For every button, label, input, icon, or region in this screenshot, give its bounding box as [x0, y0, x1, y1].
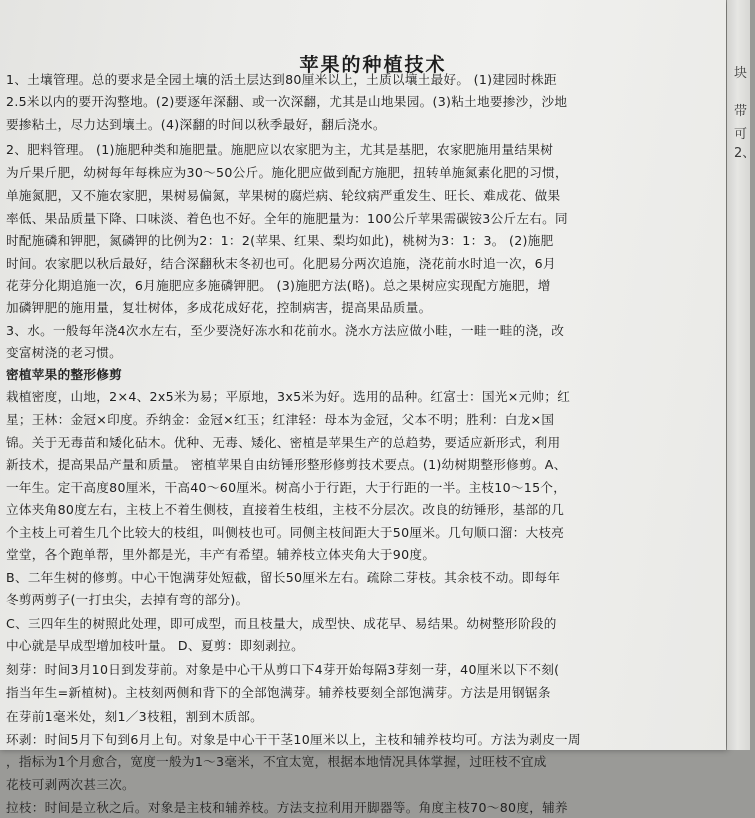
text-line: 单施氮肥，又不施农家肥，果树易偏氮，苹果树的腐烂病、轮纹病严重发生、旺长、难成花、做果: [6, 188, 561, 203]
text-line: 加磷钾肥的施用量，复壮树体，多成花成好花，控制病害，提高果品质量。: [6, 300, 432, 315]
text-line: 中心就是早成型增加枝叶量。 D、夏剪：即刻剥拉。: [6, 638, 304, 653]
text-line: 指当年生=新植树)。主枝刻两侧和背下的全部饱满芽。辅养枝要刻全部饱满芽。方法是用钢锯条: [6, 685, 551, 700]
text-line: 一年生。定干高度80厘米，干高40～60厘米。树高小于行距，大于行距的一半。主枝10～15个，: [6, 480, 567, 495]
section-heading: 密植苹果的整形修剪: [6, 367, 123, 382]
text-line: 刻芽：时间3月10日到发芽前。对象是中心干从剪口下4芽开始每隔3芽刻一芽，40厘米以下不刻(: [6, 662, 560, 677]
edge-char: 带: [734, 104, 748, 119]
text-line: ，指标为1个月愈合，宽度一般为1～3毫米，不宜太宽，根据本地情况具体掌握，过旺枝不宜成: [6, 754, 547, 769]
next-page-edge: [727, 0, 755, 750]
text-line: 星；王林：金冠×印度。乔纳金：金冠×红玉；红津轻：母本为金冠，父本不明；胜利：白龙×国: [6, 412, 555, 427]
text-line: 变富树浇的老习惯。: [6, 345, 123, 360]
text-line: 个主枝上可着生几个比较大的枝组，叫侧枝也可。同侧主枝间距大于50厘米。几句顺口溜：大枝亮: [6, 525, 565, 540]
text-line: 花枝可剥两次甚三次。: [6, 777, 135, 792]
text-line: 立体夹角80度左右，主枝上不着生侧枝，直接着生枝组，主枝不分层次。改良的纺锤形，基部的几: [6, 502, 565, 517]
edge-char: 块: [734, 66, 748, 81]
document-title: 苹果的种植技术: [299, 54, 447, 76]
text-line: 新技术，提高果品产量和质量。 密植苹果自由纺锤形整形修剪技术要点。(1)幼树期整形修剪。A、: [6, 457, 567, 472]
edge-char: 可: [734, 127, 748, 142]
text-line: 冬剪两剪子(一打虫尖，去掉有弯的部分)。: [6, 592, 249, 607]
text-line: 1、土壤管理。总的要求是全园土壤的活土层达到80厘米以上，土质以壤土最好。 (1)建园时株距: [6, 72, 557, 87]
text-line: 时配施磷和钾肥，氮磷钾的比例为2：1：2(苹果、红果、梨均如此)，桃树为3：1：3。 (2)施肥: [6, 233, 554, 248]
text-line: 为斤果斤肥，幼树每年每株应为30～50公斤。施化肥应做到配方施肥，扭转单施氮素化肥的习惯，: [6, 165, 568, 180]
text-line: 锦。关于无毒苗和矮化砧木。优种、无毒、矮化、密植是苹果生产的总趋势，要适应新形式，利用: [6, 435, 561, 450]
text-line: 要掺粘土，尽力达到壤土。(4)深翻的时间以秋季最好，翻后浇水。: [6, 117, 386, 132]
text-line: B、二年生树的修剪。中心干饱满芽处短截，留长50厘米左右。疏除二芽枝。其余枝不动。即每年: [6, 570, 561, 585]
text-line: 时间。农家肥以秋后最好，结合深翻秋末冬初也可。化肥易分两次追施，浇花前水时追一次，6月: [6, 256, 556, 271]
text-line: C、三四年生的树照此处理，即可成型，而且枝量大，成型快、成花早、易结果。幼树整形阶段的: [6, 616, 557, 631]
text-line: 花芽分化期追施一次，6月施肥应多施磷钾肥。 (3)施肥方法(略)。总之果树应实现配方施肥，增: [6, 278, 551, 293]
text-line: 2.5米以内的要开沟整地。(2)要逐年深翻、或一次深翻，尤其是山地果园。(3)粘土地要掺沙，沙地: [6, 94, 568, 109]
text-line: 2、肥料管理。 (1)施肥种类和施肥量。施肥应以农家肥为主，尤其是基肥，农家肥施用量结果树: [6, 142, 554, 157]
text-line: 在芽前1毫米处，刻1／3枝粗，割到木质部。: [6, 709, 264, 724]
text-line: 3、水。一般每年浇4次水左右，至少要浇好冻水和花前水。浇水方法应做小畦，一畦一畦的浇，改: [6, 323, 565, 338]
text-line: 堂堂，各个跑单帮，里外都是光，丰产有希望。辅养枝立体夹角大于90度。: [6, 547, 436, 562]
text-line: 率低、果品质量下降、口味淡、着色也不好。全年的施肥量为：100公斤苹果需碳铵3公斤左右。同: [6, 211, 568, 226]
text-line: 栽植密度，山地，2×4、2x5米为易；平原地，3x5米为好。选用的品种。红富士：国光×元帅；红: [6, 389, 571, 404]
edge-char: 2、: [734, 146, 755, 161]
text-line: 拉枝：时间是立秋之后。对象是主枝和辅养枝。方法支拉利用开脚器等。角度主枝70～80度，辅养: [6, 800, 568, 815]
text-line: 环剥：时间5月下旬到6月上旬。对象是中心干干茎10厘米以上，主枝和辅养枝均可。方法为剥皮一周: [6, 732, 581, 747]
